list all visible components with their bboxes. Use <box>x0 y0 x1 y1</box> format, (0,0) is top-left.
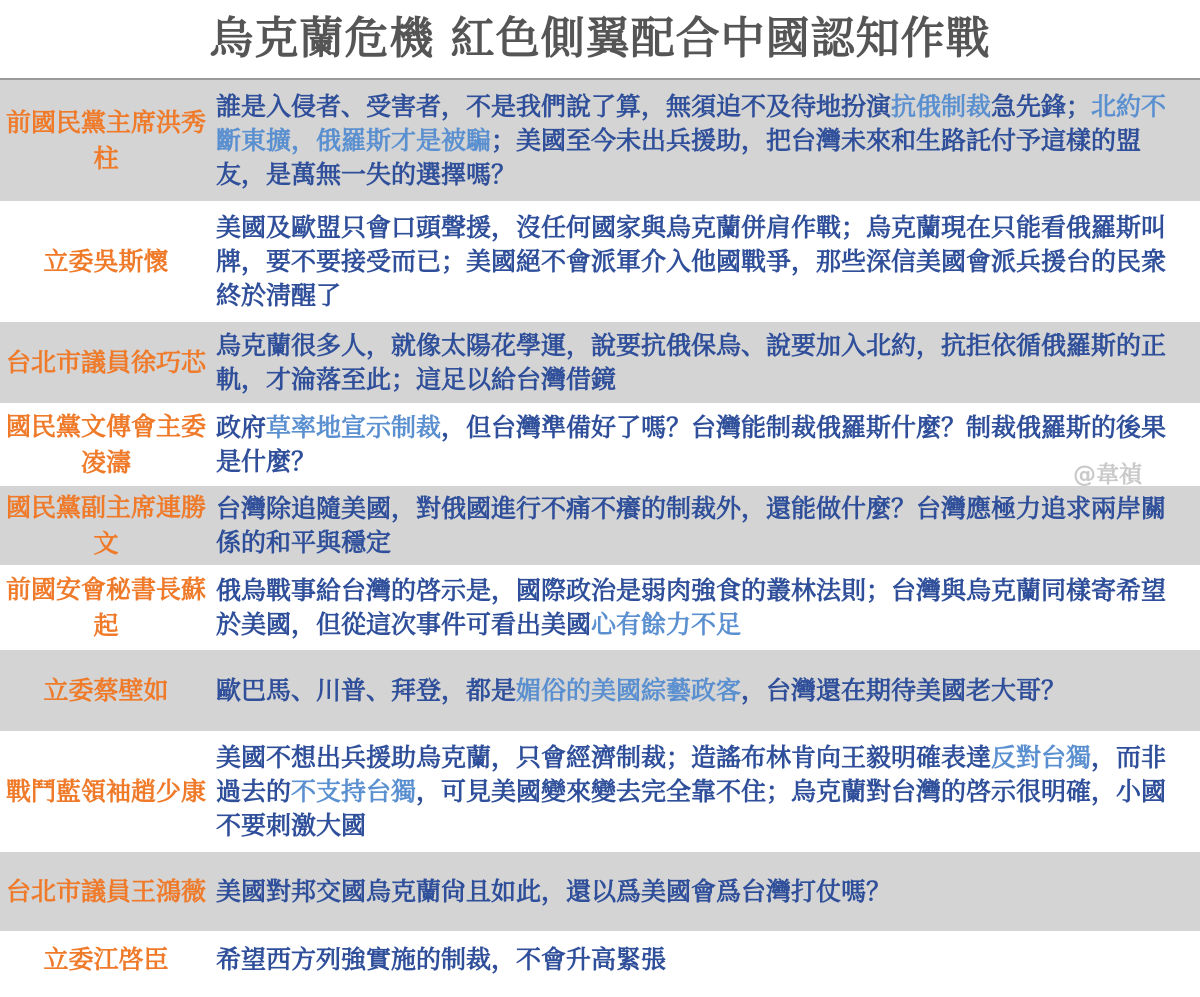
quote-text <box>206 329 1200 397</box>
quote-segment: ，可見美國變來變去完全靠不住；烏克蘭對台灣的啓示很明確，小國不要刺激大國 <box>216 776 1167 840</box>
person-name: 前國民黨主席洪秀柱 <box>6 107 207 173</box>
quote-segment: 美國對邦交國烏克蘭尙且如此，還以爲美國會爲台灣打仗嗎？ <box>216 876 892 906</box>
quote-segment: ，而非過去的 <box>216 742 1167 806</box>
quote-segment: ，但台灣準備好了嗎？台灣能制裁俄羅斯什麼？制裁俄羅斯的後果是什麼？ <box>216 412 1167 476</box>
table-row <box>0 322 1200 404</box>
person-name: 國民黨副主席連勝文 <box>6 492 207 558</box>
quote-highlight: 心有餘力不足 <box>591 609 742 639</box>
table-row <box>0 566 1200 650</box>
quote-segment: 美國不想出兵援助烏克蘭，只會經濟制裁；造謠布林肯向王毅明確表達 <box>216 742 992 772</box>
table-row <box>0 932 1200 988</box>
quote-text <box>206 411 1200 479</box>
quote-text <box>206 943 1200 977</box>
quote-text <box>206 211 1200 313</box>
person-name: 台北市議員王鴻薇 <box>6 876 207 906</box>
quote-table <box>0 80 1200 988</box>
quote-segment: 俄烏戰事給台灣的啓示是，國際政治是弱肉強食的叢林法則；台灣與烏克蘭同樣寄希望於美國，但從這次事件可看出美國 <box>216 575 1167 639</box>
person-name: 立委吳斯懷 <box>43 246 169 276</box>
person-name: 前國安會秘書長蘇起 <box>6 574 207 640</box>
quote-segment: 急先鋒； <box>991 91 1092 121</box>
quote-segment: 政府 <box>216 412 267 442</box>
quote-segment: ；美國至今未出兵援助，把台灣未來和生路託付予這樣的盟友，是萬無一失的選擇嗎？ <box>216 125 1142 189</box>
quote-highlight: 抗俄制裁 <box>891 91 992 121</box>
table-row <box>0 732 1200 852</box>
person-name: 台北市議員徐巧芯 <box>6 347 207 377</box>
quote-highlight: 北約不斷東擴，俄羅斯才是被騙 <box>216 91 1167 155</box>
table-row <box>0 852 1200 932</box>
quote-text <box>206 574 1200 642</box>
person-name: 國民黨文傳會主委凌濤 <box>6 411 207 477</box>
quote-segment: 誰是入侵者、受害者，不是我們說了算，無須迫不及待地扮演 <box>216 91 892 121</box>
quote-text <box>206 741 1200 843</box>
table-row <box>0 486 1200 566</box>
quote-highlight: 媚俗的美國綜藝政客 <box>516 675 742 705</box>
quote-highlight: 草率地宣示制裁 <box>266 412 442 442</box>
quote-segment: ，台灣還在期待美國老大哥？ <box>741 675 1067 705</box>
quote-segment: 台灣除追隨美國，對俄國進行不痛不癢的制裁外，還能做什麼？台灣應極力追求兩岸關係的和平與穩定 <box>216 493 1167 557</box>
quote-segment: 烏克蘭很多人，就像太陽花學運，說要抗俄保烏、說要加入北約，抗拒依循俄羅斯的正軌，才淪落至此；這足以給台灣借鏡 <box>216 330 1167 394</box>
quote-segment: 美國及歐盟只會口頭聲援，沒任何國家與烏克蘭併肩作戰；烏克蘭現在只能看俄羅斯叫牌，要不要接受而已；美國絕不會派軍介入他國戰爭，那些深信美國會派兵援台的民衆終於淸醒了 <box>216 212 1167 310</box>
quote-segment: 歐巴馬、川普、拜登，都是 <box>216 675 517 705</box>
table-row <box>0 80 1200 202</box>
person-name: 戰鬥藍領袖趙少康 <box>6 776 207 806</box>
quote-segment: 希望西方列強實施的制裁，不會升高緊張 <box>216 944 667 974</box>
table-row <box>0 202 1200 322</box>
table-row <box>0 650 1200 732</box>
watermark: @韋禎 <box>1073 462 1142 488</box>
quote-highlight: 不支持台獨 <box>291 776 417 806</box>
page-title: 烏克蘭危機 紅色側翼配合中國認知作戰 <box>0 0 1200 80</box>
person-name: 立委蔡壁如 <box>43 675 169 705</box>
person-name: 立委江啓臣 <box>43 944 169 974</box>
quote-highlight: 反對台獨 <box>991 742 1092 772</box>
table-row <box>0 404 1200 486</box>
quote-text <box>206 492 1200 560</box>
quote-text <box>206 674 1200 708</box>
quote-text <box>206 875 1200 909</box>
quote-text <box>206 90 1200 192</box>
